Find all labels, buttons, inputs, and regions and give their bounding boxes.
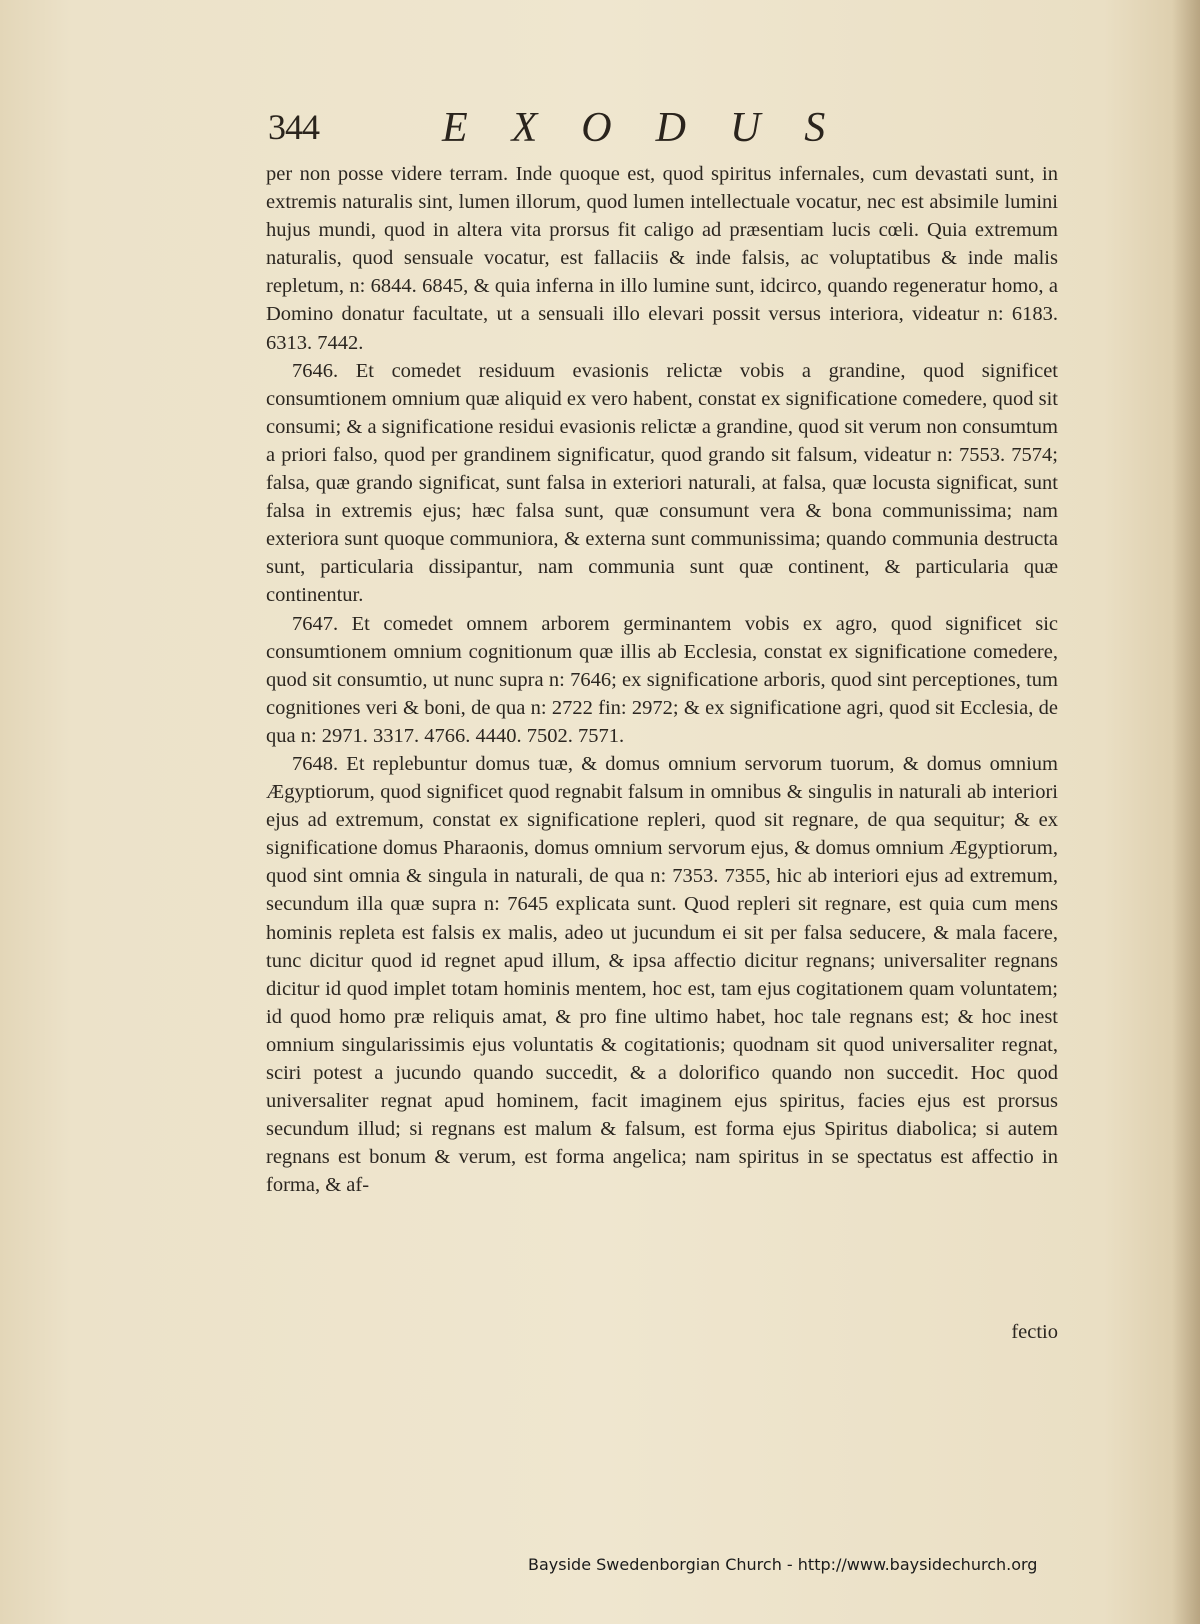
page-edge-shadow [1172,0,1200,1624]
paragraph-continuation: per non posse videre terram. Inde quoque est, quod spiritus infernales, cum devastati sunt, in extremis naturalis sint, lumen illorum, quod lumen intellectuale vocatur, nec est absimile lumini hujus mundi, quod in altera vita prorsus fit caligo ad præsentiam lucis cœli. Quia extremum naturalis, quod sensuale vocatur, est fallaciis & inde falsis, ac voluptatibus & inde malis repletum, n: 6844. 6845, & quia inferna in illo lumine sunt, idcirco, quando regeneratur homo, a Domino donatur facultate, ut a sensuali illo elevari possit versus interiora, videatur n: 6183. 6313. 7442. [266,163,1058,354]
page-header [262,104,922,154]
footer-credit: Bayside Swedenborgian Church - http://www.baysidechurch.org [528,1555,1038,1574]
body-text [266,160,1058,1199]
paragraph-7648: 7648. Et replebuntur domus tuæ, & domus omnium servorum tuorum, & domus omnium Ægyptiorum, quod significet quod regnabit falsum in omnibus & singulis in naturali ab interiori ejus ad extremum, constat ex significatione repleri, quod sit regnare, de qua sequitur; & ex significatione domus Pharaonis, domus omnium servorum ejus, & domus omnium Ægyptiorum, quod sint omnia & singula in naturali, de qua n: 7353. 7355, hic ab interiori ejus ad extremum, secundum illa quæ supra n: 7645 explicata sunt. Quod repleri sit regnare, est quia cum mens hominis repleta est falsis ex malis, adeo ut jucundum ei sit per falsa seducere, & mala facere, tunc dicitur quod id regnet apud illum, & ipsa affectio dicitur regnans; universaliter regnans dicitur id quod implet totam hominis mentem, hoc est, tam ejus cogitationem quam voluntatem; id quod homo præ reliquis amat, & pro fine ultimo habet, hoc tale regnans est; & hoc inest omnium singularissimis ejus voluntatis & cogitationis; quodnam sit quod universaliter regnat, sciri potest a jucundo quando succedit, & a dolorifico quando non succedit. Hoc quod universaliter regnat apud hominem, facit imaginem ejus spiritus, facies ejus est prorsus secundum illud; si regnans est malum & falsum, est forma ejus Spiritus diabolica; si autem regnans est bonum & verum, est forma angelica; nam spiritus in se spectatus est affectio in forma, & af- [266,752,1058,1197]
catchword: fectio [1011,1321,1058,1343]
paragraph-7646: 7646. Et comedet residuum evasionis relictæ vobis a grandine, quod significet consumtionem omnium quæ aliquid ex vero habent, constat ex significatione comedere, quod sit consumi; & a significatione residui evasionis relictæ a grandine, quod sit verum non consumtum a priori falso, quod per grandinem significatur, quod grando sit falsum, videatur n: 7553. 7574; falsa, quæ grando significat, sunt falsa in exteriori naturali, at falsa, quæ locusta significat, sunt falsa in extremis ejus; hæc falsa sunt, quæ consumunt vera & bona communissima; nam exteriora sunt quoque communiora, & externa sunt communissima; quando communia destructa sunt, particularia dissipantur, nam communia sunt quæ continent, & particularia quæ continentur. [266,359,1058,607]
running-title: EXODUS [442,105,870,151]
paragraph-7647: 7647. Et comedet omnem arborem germinantem vobis ex agro, quod significet sic consumtionem omnium cognitionum quæ illis ab Ecclesia, constat ex significatione comedere, quod sit consumtio, ut nunc supra n: 7646; ex significatione arboris, quod sint perceptiones, tum cognitiones veri & boni, de qua n: 2722 fin: 2972; & ex significatione agri, quod sit Ecclesia, de qua n: 2971. 3317. 4766. 4440. 7502. 7571. [266,612,1058,747]
page-number: 344 [268,107,319,147]
